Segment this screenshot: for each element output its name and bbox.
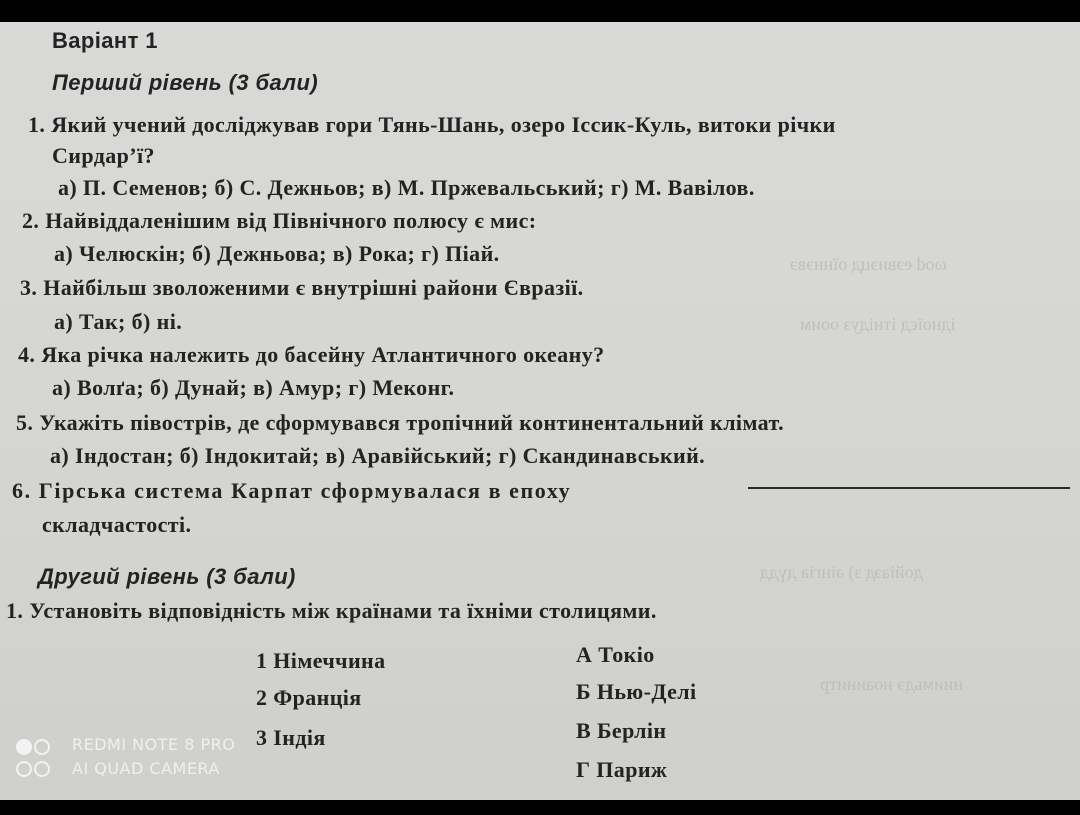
watermark-camera: AI QUAD CAMERA	[72, 759, 220, 778]
bleed-through-text: дойіаэд з) әінгіа дүдд	[760, 562, 923, 582]
country-2: 2 Франція	[256, 685, 362, 710]
country-3: 3 Індія	[256, 725, 326, 750]
worksheet-page	[0, 22, 1080, 800]
level1-heading: Перший рівень (3 бали)	[52, 70, 319, 95]
watermark-model: REDMI NOTE 8 PRO	[72, 735, 236, 754]
question-1: 1. Який учений досліджував гори Тянь-Шань, озеро Іссик-Куль, витоки річки	[28, 112, 836, 137]
question-2-options: а) Челюскін; б) Дежньова; в) Рока; г) Піай.	[54, 241, 500, 266]
capital-g: Г Париж	[576, 757, 668, 782]
level2-question-1: 1. Установіть відповідність між країнами та їхніми столицями.	[6, 598, 657, 623]
level2-heading: Другий рівень (3 бали)	[38, 564, 296, 589]
capital-b: Б Нью-Делі	[576, 679, 697, 704]
capital-a: А Токіо	[576, 642, 655, 667]
bleed-through-text: ідноїєд ітнідуз ооим	[800, 314, 956, 334]
variant-title: Варіант 1	[52, 28, 158, 53]
bottom-black-border	[0, 800, 1080, 815]
question-6-cont: складчастості.	[42, 512, 192, 537]
question-2: 2. Найвіддаленішим від Північного полюсу є мис:	[22, 208, 537, 233]
question-3: 3. Найбільш зволоженими є внутрішні райони Євразії.	[20, 275, 584, 300]
bleed-through-text: ниимьдэ ноаинитр	[820, 674, 963, 694]
question-4-options: а) Волґа; б) Дунай; в) Амур; г) Меконг.	[52, 375, 455, 400]
question-6: 6. Гірська система Карпат сформувалася в епоху	[12, 478, 572, 503]
bleed-through-text: ωоd еэвиэцд оїннэвэ	[790, 254, 947, 274]
top-black-border	[0, 0, 1080, 22]
question-1-options: а) П. Семенов; б) С. Дежньов; в) М. Пржевальський; г) М. Вавілов.	[58, 175, 755, 200]
capital-v: В Берлін	[576, 718, 667, 743]
question-5: 5. Укажіть півострів, де сформувався тропічний континентальний клімат.	[16, 410, 784, 435]
question-5-options: а) Індостан; б) Індокитай; в) Аравійський; г) Скандинавський.	[50, 443, 706, 468]
answer-blank-line	[748, 487, 1070, 489]
quad-camera-icon	[16, 736, 60, 780]
question-4: 4. Яка річка належить до басейну Атлантичного океану?	[18, 342, 605, 367]
question-1-cont: Сирдар’ї?	[52, 143, 155, 168]
question-3-options: а) Так; б) ні.	[54, 309, 183, 334]
country-1: 1 Німеччина	[256, 648, 386, 673]
